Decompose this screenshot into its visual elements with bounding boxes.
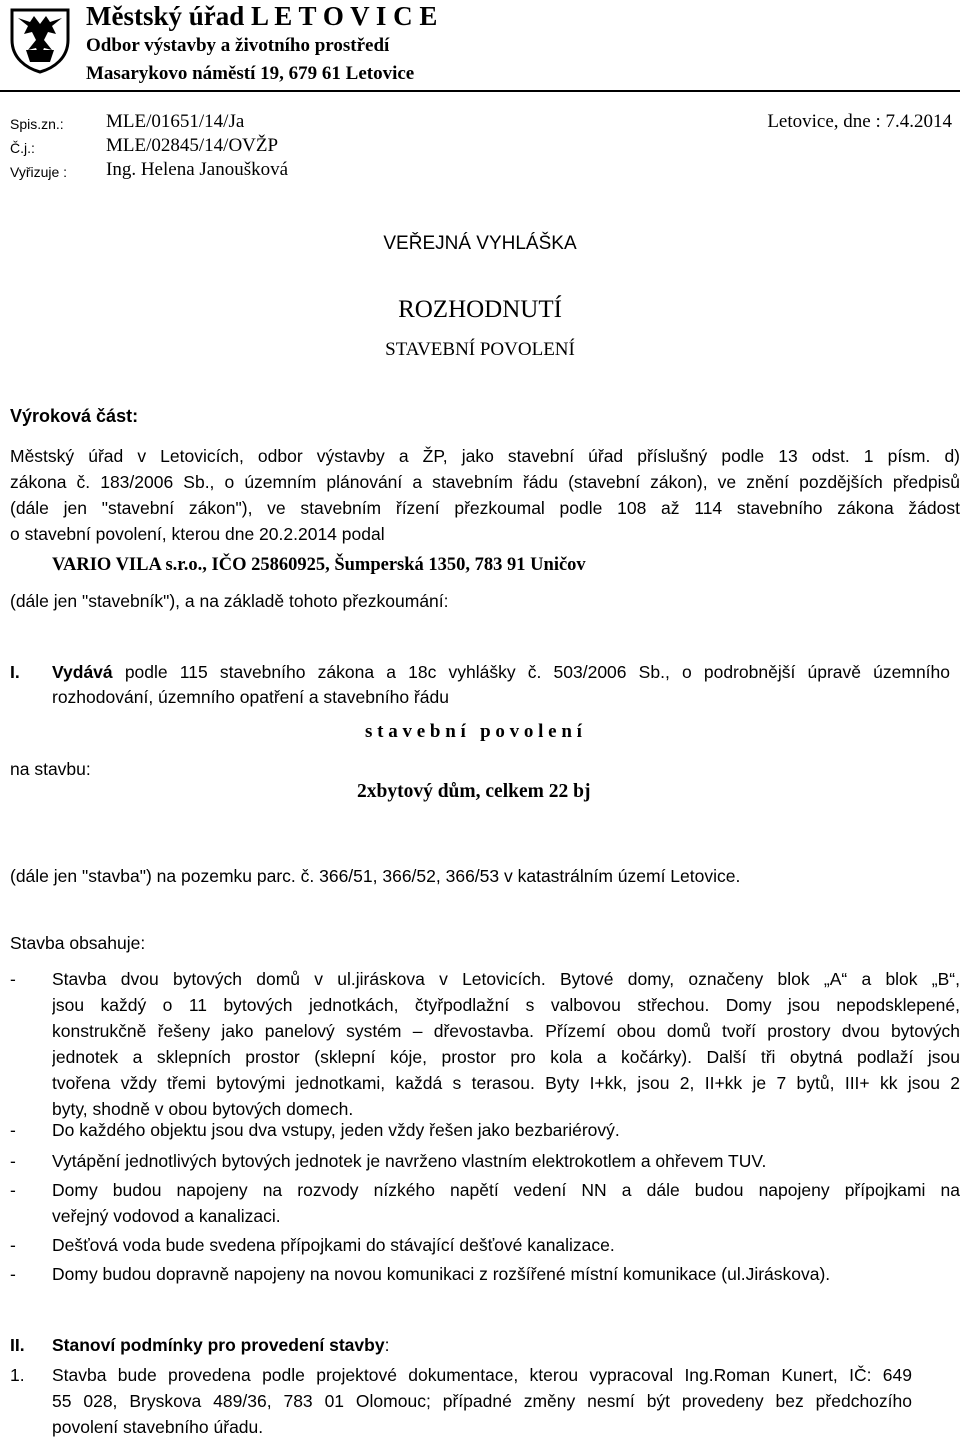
applicant-note: (dále jen "stavebník"), a na základě tohoto přezkoumání: xyxy=(10,591,449,611)
section-2-heading xyxy=(52,1333,389,1357)
condition-number: 1. xyxy=(10,1365,25,1385)
list-item xyxy=(52,1232,960,1258)
list-item-line: Domy budou dopravně napojeny na novou komunikaci z rozšířené místní komunikace (ul.Jiráskova). xyxy=(52,1264,831,1284)
issues-word: Vydává xyxy=(52,662,113,682)
department-name: Odbor výstavby a životního prostředí xyxy=(86,35,390,56)
cj-value: MLE/02845/14/OVŽP xyxy=(106,135,279,156)
condition-line: 55 028, Bryskova 489/36, 783 01 Olomouc; případné změny nesmí být provedeny bez předchozího xyxy=(52,1391,912,1411)
applicant: VARIO VILA s.r.o., IČO 25860925, Šumperská 1350, 783 91 Uničov xyxy=(52,555,586,575)
list-item-line: byty, shodně v obou bytových domech. xyxy=(52,1099,354,1119)
public-notice-title: VEŘEJNÁ VYHLÁŠKA xyxy=(383,233,577,254)
verdict-heading: Výroková část: xyxy=(10,406,139,426)
condition-line: povolení stavebního úřadu. xyxy=(52,1417,264,1437)
list-item-line: Vytápění jednotlivých bytových jednotek je navrženo vlastním elektrokotlem a ohřevem TUV. xyxy=(52,1151,767,1171)
na-stavbu-label: na stavbu: xyxy=(10,759,91,779)
list-dash: - xyxy=(10,1120,16,1140)
list-item-line: jsou každý o 11 bytových jednotkách, čtyřpodlažní s valbovou střechou. Domy jsou nepodsklepené, xyxy=(52,995,960,1015)
decision-title: ROZHODNUTÍ xyxy=(398,296,562,323)
condition-item xyxy=(52,1362,912,1440)
list-dash: - xyxy=(10,1151,16,1171)
verdict-paragraph xyxy=(10,443,960,547)
list-item-line: Domy budou napojeny na rozvody nízkého napětí vedení NN a dále budou napojeny přípojkami na xyxy=(52,1180,960,1200)
list-item-line: tvořena vždy třemi bytovými jednotkami, každá s terasou. Byty I+kk, jsou 2, II+kk je 7 bytů, III+ kk jsou 2 xyxy=(52,1073,960,1093)
parcel-info: (dále jen "stavba") na pozemku parc. č. 366/51, 366/52, 366/53 v katastrálním území Letovice. xyxy=(10,866,741,886)
contents-heading: Stavba obsahuje: xyxy=(10,933,146,953)
spis-label: Spis.zn.: xyxy=(10,116,64,132)
list-item xyxy=(52,1261,960,1287)
verdict-line: o stavební povolení, kterou dne 20.2.2014 podal xyxy=(10,524,385,544)
list-dash: - xyxy=(10,1264,16,1284)
building-name: 2xbytový dům, celkem 22 bj xyxy=(357,781,591,802)
list-item xyxy=(52,1117,960,1143)
verdict-line: Městský úřad v Letovicích, odbor výstavby a ŽP, jako stavební úřad příslušný podle 13 odst. 1 písm. d) xyxy=(10,446,960,466)
list-item-line: Dešťová voda bude svedena přípojkami do stávající dešťové kanalizace. xyxy=(52,1235,615,1255)
list-item-line: Stavba dvou bytových domů v ul.jiráskova v Letovicích. Bytové domy, označeny blok „A“ a blok „B“, xyxy=(52,969,960,989)
coat-of-arms-icon xyxy=(6,6,74,74)
permit-title: STAVEBNÍ POVOLENÍ xyxy=(385,339,575,360)
section-2-heading-rest: : xyxy=(384,1335,390,1355)
office-address: Masarykovo náměstí 19, 679 61 Letovice xyxy=(86,63,415,84)
section-2-numeral: II. xyxy=(10,1335,25,1355)
list-item xyxy=(52,1148,960,1174)
list-item xyxy=(52,1177,960,1229)
cj-label: Č.j.: xyxy=(10,140,35,156)
spis-value: MLE/01651/14/Ja xyxy=(106,111,245,132)
section-1-line-2: rozhodování, územního opatření a stavebního řádu xyxy=(52,687,449,707)
list-dash: - xyxy=(10,969,16,989)
section-2-heading-bold: Stanoví podmínky pro provedení stavby xyxy=(52,1335,385,1355)
list-item xyxy=(52,966,960,1122)
section-1-line-1-rest: podle 115 stavebního zákona a 18c vyhlášky č. 503/2006 Sb., o podrobnější úpravě územního xyxy=(112,662,950,682)
header-divider xyxy=(0,90,960,92)
list-item-line: veřejný vodovod a kanalizaci. xyxy=(52,1206,281,1226)
list-dash: - xyxy=(10,1235,16,1255)
list-item-line: Do každého objektu jsou dva vstupy, jeden vždy řešen jako bezbariérový. xyxy=(52,1120,620,1140)
section-1-numeral: I. xyxy=(10,662,20,682)
condition-line: Stavba bude provedena podle projektové dokumentace, kterou vypracoval Ing.Roman Kunert, IČ: 649 xyxy=(52,1365,912,1385)
building-permit-spaced: s t a v e b n í p o v o l e n í xyxy=(365,721,582,742)
verdict-line: (dále jen "stavební zákon"), ve stavebním řízení přezkoumal podle 108 až 114 stavebního zákona žádost xyxy=(10,498,960,518)
verdict-line: zákona č. 183/2006 Sb., o územním plánování a stavebním řádu (stavební zákon), ve znění pozdějších předpisů xyxy=(10,472,960,492)
section-1-line-1 xyxy=(52,660,950,684)
list-item-line: jednotek a sklepních prostor (sklepní kóje, prostor pro kola a kočárky). Další tři obytná podlaží jsou xyxy=(52,1047,960,1067)
list-dash: - xyxy=(10,1180,16,1200)
vyrizuje-label: Vyřizuje : xyxy=(10,164,68,180)
vyrizuje-value: Ing. Helena Janoušková xyxy=(106,159,289,180)
list-item-line: konstrukčně řešeny jako panelový systém – dřevostavba. Přízemí obou domů tvoří prostory dvou bytových xyxy=(52,1021,960,1041)
place-date: Letovice, dne : 7.4.2014 xyxy=(767,111,952,132)
office-title: Městský úřad L E T O V I C E xyxy=(86,1,438,31)
